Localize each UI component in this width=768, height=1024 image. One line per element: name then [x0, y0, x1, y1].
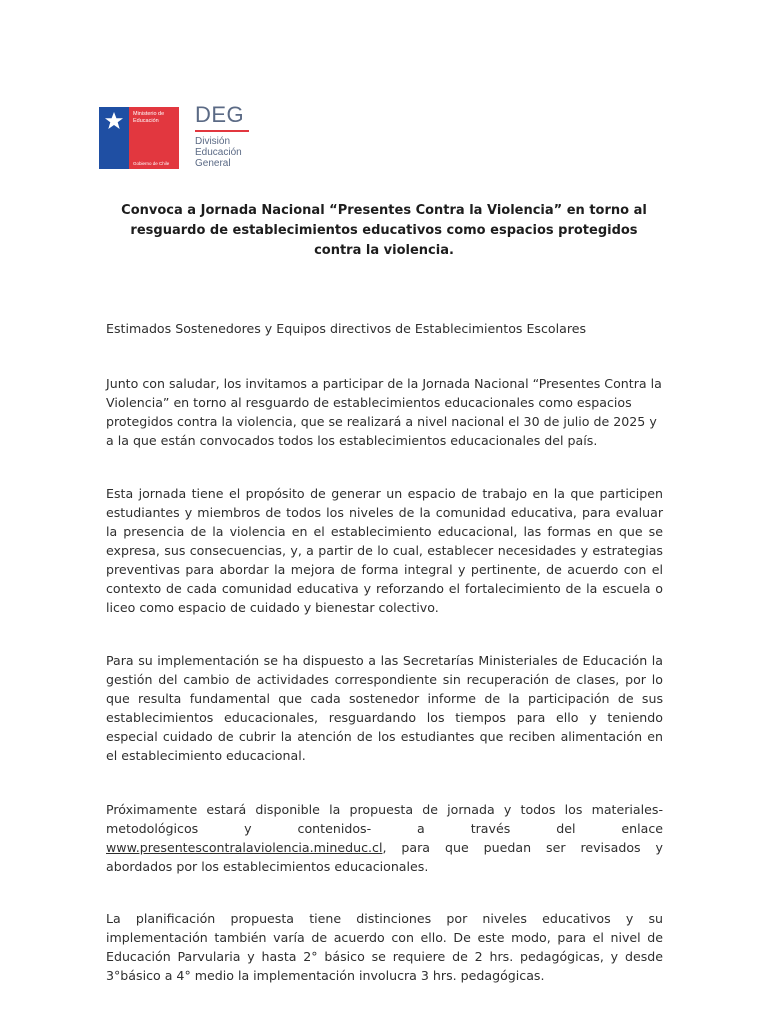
greeting: Estimados Sostenedores y Equipos directivos de Establecimientos Escolares	[106, 321, 587, 336]
paragraph-implementation: Para su implementación se ha dispuesto a las Secretarías Ministeriales de Educación la gestión del cambio de actividades correspondiente sin recuperación de clases, por lo que resulta fundamental que cada sostenedor informe de la participación de sus establecimientos educacionales, resguardando los tiempos para ello y teniendo especial cuidado de cubrir la atención de los estudiantes que reciben alimentación en el establecimiento educacional.	[106, 653, 663, 763]
materials-text-before: Próximamente estará disponible la propuesta de jornada y todos los materiales-metodológicos y contenidos- a través del enlace	[106, 802, 663, 836]
document-title: Convoca a Jornada Nacional “Presentes Contra la Violencia” en torno al resguardo de establecimientos educativos como espacios protegidos contra la violencia.	[121, 203, 647, 258]
paragraph-purpose: Esta jornada tiene el propósito de generar un espacio de trabajo en la que participen estudiantes y miembros de todos los niveles de la comunidad educativa, para evaluar la presencia de la violencia en el establecimiento educacional, las formas en que se expresa, sus consecuencias, y, a partir de lo cual, establecer necesidades y estrategias preventivas para abordar la mejora de forma integral y pertinente, de acuerdo con el contexto de cada comunidad educativa y reforzando el fortalecimiento de la escuela o liceo como espacio de cuidado y bienestar colectivo.	[106, 486, 663, 615]
division-line3: General	[195, 158, 231, 169]
paragraph-materials	[106, 800, 663, 876]
deg-underline	[195, 130, 249, 132]
gobierno-label: Gobierno de Chile	[133, 161, 170, 166]
paragraph-invitation: Junto con saludar, los invitamos a participar de la Jornada Nacional “Presentes Contra la Violencia” en torno al resguardo de establecimientos educacionales como espacios protegidos contra la violencia, que se realizará a nivel nacional el 30 de julio de 2025 y a la que están convocados todos los establecimientos educacionales del país.	[106, 376, 662, 448]
ministerio-logo	[99, 107, 179, 169]
division-line1: División	[195, 136, 231, 147]
star-icon	[104, 111, 124, 131]
materials-text-after: , para que puedan ser revisados y abordados por los establecimientos educacionales.	[106, 840, 663, 874]
paragraph-planning: La planificación propuesta tiene distinciones por niveles educativos y su implementación también varía de acuerdo con ello. De este modo, para el nivel de Educación Parvularia y hasta 2° básico se requiere de 2 hrs. pedagógicas, y desde 3°básico a 4° medio la implementación involucra 3 hrs. pedagógicas.	[106, 911, 663, 983]
deg-logo	[195, 103, 249, 169]
ministerio-line1: Ministerio de	[133, 111, 165, 117]
ministerio-line2: Educación	[133, 117, 159, 124]
deg-wordmark: DEG	[195, 102, 245, 127]
materials-link[interactable]: www.presentescontralaviolencia.mineduc.cl	[106, 840, 383, 855]
division-line2: Educación	[195, 147, 242, 158]
